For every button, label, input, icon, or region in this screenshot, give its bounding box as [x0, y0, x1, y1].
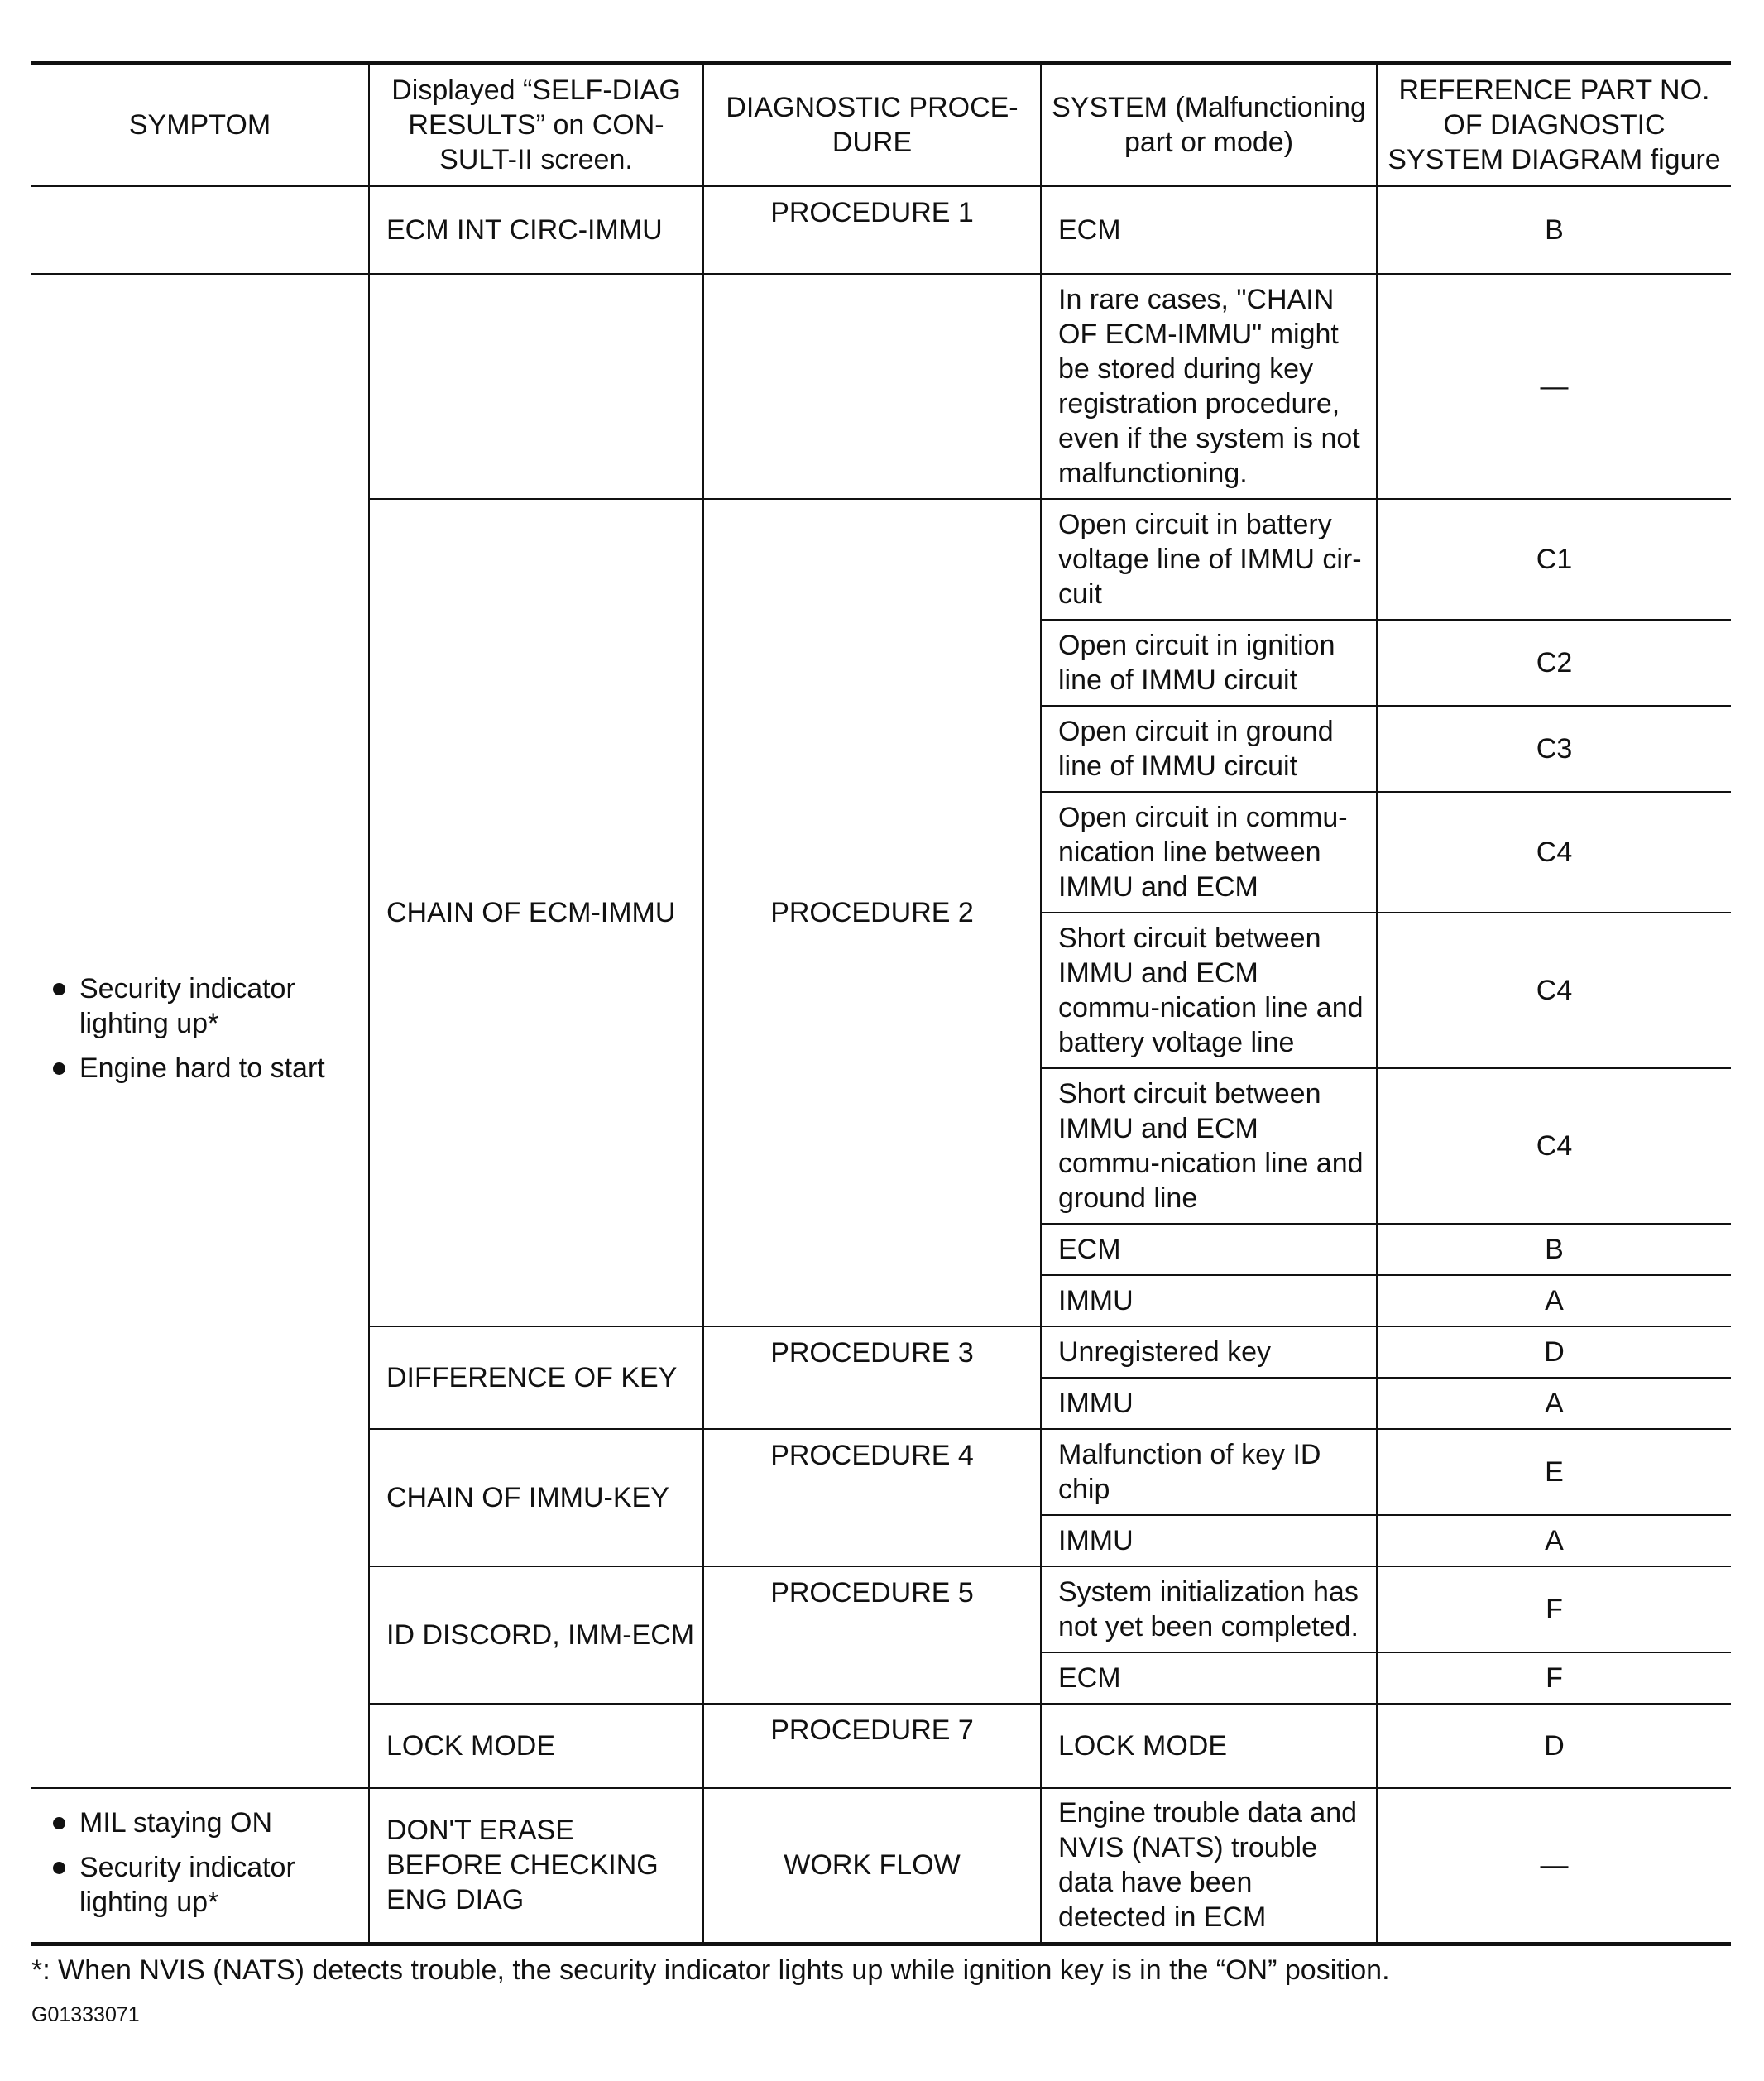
symptom-group-2: [31, 1788, 369, 1944]
procedure-cell: WORK FLOW: [703, 1788, 1041, 1944]
procedure-cell: PROCEDURE 7: [703, 1704, 1041, 1788]
system-cell: In rare cases, "CHAIN OF ECM-IMMU" might be stored during key registration procedure, even if the system is not malfunctioning.: [1041, 274, 1377, 499]
reference-cell: F: [1377, 1652, 1731, 1704]
symptom-item: Security indicator lighting up*: [50, 1850, 352, 1920]
reference-cell: D: [1377, 1326, 1731, 1378]
header-symptom: SYMPTOM: [31, 63, 369, 186]
reference-cell: C4: [1377, 792, 1731, 913]
reference-cell: F: [1377, 1566, 1731, 1652]
procedure-cell: PROCEDURE 1: [703, 186, 1041, 274]
procedure-cell: PROCEDURE 4: [703, 1429, 1041, 1566]
system-cell: IMMU: [1041, 1515, 1377, 1566]
system-cell: Open circuit in commu-nication line between IMMU and ECM: [1041, 792, 1377, 913]
header-system: SYSTEM (Malfunctioning part or mode): [1041, 63, 1377, 186]
system-cell: Engine trouble data and NVIS (NATS) trouble data have been detected in ECM: [1041, 1788, 1377, 1944]
reference-cell: A: [1377, 1275, 1731, 1326]
header-row: [31, 63, 1731, 186]
self-diag-result: CHAIN OF ECM-IMMU: [369, 499, 703, 1326]
symptom-group-1: [31, 274, 369, 1788]
reference-cell: —: [1377, 1788, 1731, 1944]
diagnostic-table: [31, 61, 1731, 1946]
reference-cell: C4: [1377, 1068, 1731, 1224]
reference-cell: E: [1377, 1429, 1731, 1515]
reference-cell: C1: [1377, 499, 1731, 620]
table-row: [31, 1788, 1731, 1944]
self-diag-result: CHAIN OF IMMU-KEY: [369, 1429, 703, 1566]
symptom-item: Engine hard to start: [50, 1051, 352, 1086]
self-diag-result: ID DISCORD, IMM-ECM: [369, 1566, 703, 1704]
header-displayed-results: Displayed “SELF-DIAG RESULTS” on CON-SULT-II screen.: [369, 63, 703, 186]
self-diag-result: LOCK MODE: [369, 1704, 703, 1788]
system-cell: ECM: [1041, 1224, 1377, 1275]
reference-cell: D: [1377, 1704, 1731, 1788]
system-cell: ECM: [1041, 1652, 1377, 1704]
footnote: *: When NVIS (NATS) detects trouble, the security indicator lights up while ignition key is in the “ON” position.: [31, 1954, 1390, 1986]
table-row: [31, 186, 1731, 274]
system-cell: Open circuit in ignition line of IMMU circuit: [1041, 620, 1377, 706]
system-cell: Open circuit in battery voltage line of IMMU cir-cuit: [1041, 499, 1377, 620]
reference-cell: C3: [1377, 706, 1731, 792]
system-cell: Short circuit between IMMU and ECM commu-nication line and ground line: [1041, 1068, 1377, 1224]
system-cell: IMMU: [1041, 1378, 1377, 1429]
system-cell: Short circuit between IMMU and ECM commu-nication line and battery voltage line: [1041, 913, 1377, 1068]
system-cell: IMMU: [1041, 1275, 1377, 1326]
reference-cell: A: [1377, 1515, 1731, 1566]
system-cell: System initialization has not yet been completed.: [1041, 1566, 1377, 1652]
procedure-cell-empty: [703, 274, 1041, 499]
procedure-cell: PROCEDURE 3: [703, 1326, 1041, 1429]
procedure-cell: PROCEDURE 2: [703, 499, 1041, 1326]
symptom-cell-empty: [31, 186, 369, 274]
system-cell: Unregistered key: [1041, 1326, 1377, 1378]
symptom-item: MIL staying ON: [50, 1805, 352, 1840]
self-diag-result: DIFFERENCE OF KEY: [369, 1326, 703, 1429]
self-diag-result: DON'T ERASE BEFORE CHECKING ENG DIAG: [369, 1788, 703, 1944]
self-diag-result-empty: [369, 274, 703, 499]
reference-cell: C4: [1377, 913, 1731, 1068]
self-diag-result: ECM INT CIRC-IMMU: [369, 186, 703, 274]
system-cell: LOCK MODE: [1041, 1704, 1377, 1788]
figure-id: G01333071: [31, 2003, 140, 2026]
system-cell: Open circuit in ground line of IMMU circuit: [1041, 706, 1377, 792]
symptom-item: Security indicator lighting up*: [50, 971, 352, 1041]
table-row: [31, 274, 1731, 499]
reference-cell: A: [1377, 1378, 1731, 1429]
header-reference-part: REFERENCE PART NO. OF DIAGNOSTIC SYSTEM DIAGRAM figure: [1377, 63, 1731, 186]
reference-cell: B: [1377, 186, 1731, 274]
reference-cell: C2: [1377, 620, 1731, 706]
procedure-cell: PROCEDURE 5: [703, 1566, 1041, 1704]
system-cell: ECM: [1041, 186, 1377, 274]
system-cell: Malfunction of key ID chip: [1041, 1429, 1377, 1515]
reference-cell: B: [1377, 1224, 1731, 1275]
header-diagnostic-procedure: DIAGNOSTIC PROCE-DURE: [703, 63, 1041, 186]
reference-cell: —: [1377, 274, 1731, 499]
